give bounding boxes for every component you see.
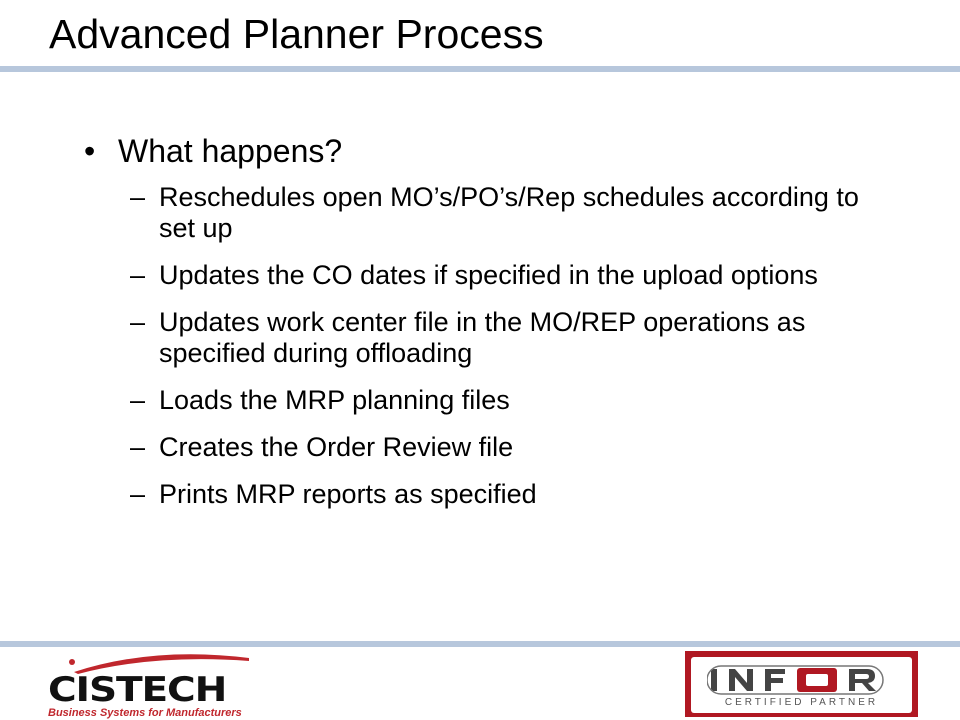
infor-certified-partner-logo [685,651,918,717]
sub-bullet-text: Updates the CO dates if specified in the upload options [159,260,818,290]
sub-bullet-text: Reschedules open MO’s/PO’s/Rep schedules according to set up [159,182,859,243]
footer-divider [0,641,960,647]
sub-bullet-marker: – [130,307,146,337]
sub-bullet-text: Loads the MRP planning files [159,385,510,415]
sub-bullet-marker: – [130,385,146,415]
title-divider [0,66,960,72]
sub-bullet [130,307,879,369]
cistech-wordmark: CISTECH [48,670,227,710]
cistech-tagline: Business Systems for Manufacturers [48,707,242,719]
sub-bullet-text: Creates the Order Review file [159,432,514,462]
sub-bullet [130,182,879,244]
slide-title: Advanced Planner Process [49,11,544,57]
bullet-marker: • [84,133,96,169]
sub-bullet [130,385,879,416]
slide-body [80,132,900,526]
infor-wordmark-icon [707,665,897,695]
sub-bullet [130,479,879,510]
bullet-main [80,132,900,170]
sub-bullet-marker: – [130,432,146,462]
sub-bullet-marker: – [130,260,146,290]
bullet-main-text: What happens? [118,133,343,169]
infor-tagline: CERTIFIED PARTNER [724,697,879,708]
sub-bullet-marker: – [130,182,146,212]
sub-bullet-text: Updates work center file in the MO/REP operations as specified during offloading [159,307,806,368]
infor-badge [691,657,912,713]
sub-bullet-marker: – [130,479,146,509]
cistech-logo [44,652,266,718]
sub-bullet-text: Prints MRP reports as specified [159,479,537,509]
sub-bullet [130,432,879,463]
sub-bullet [130,260,879,291]
